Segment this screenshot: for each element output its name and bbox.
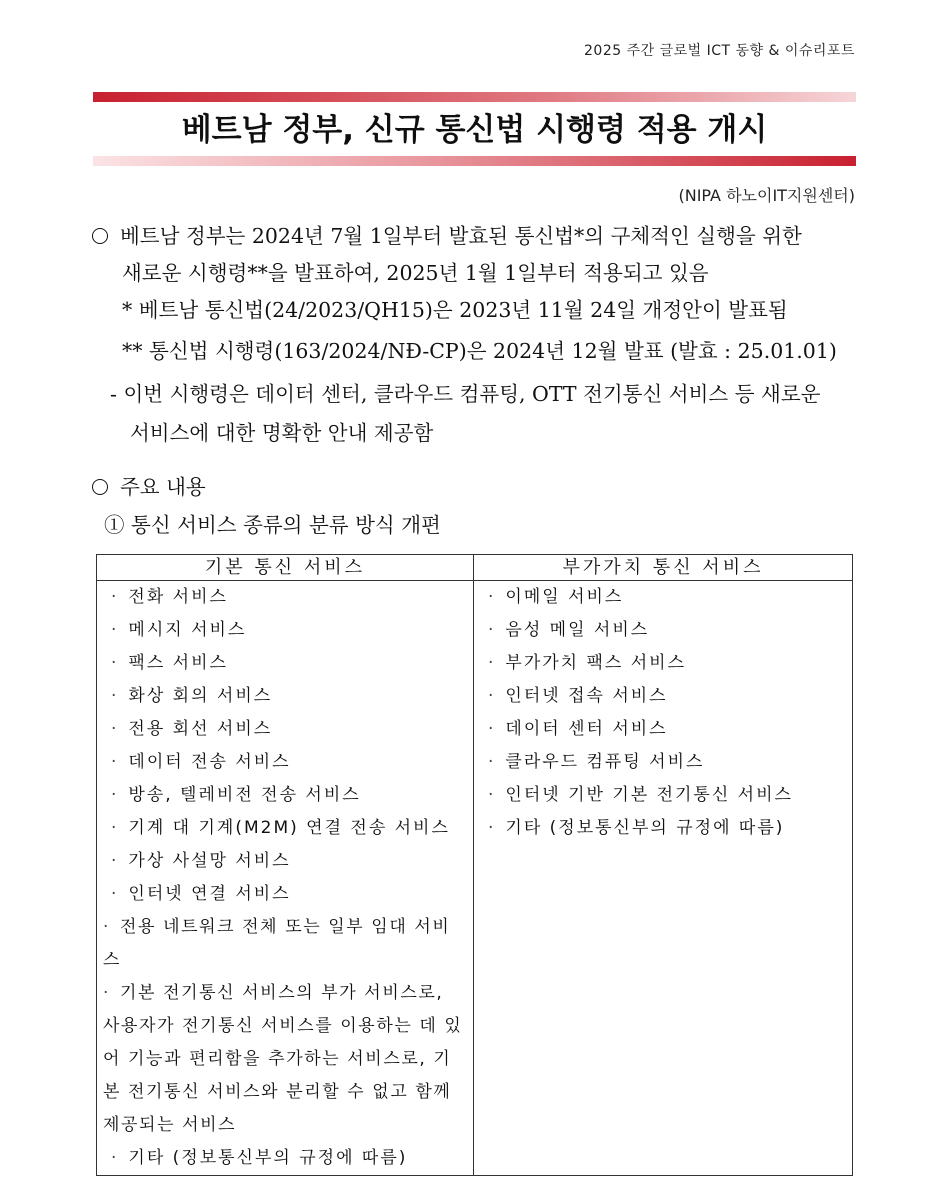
bullet-dot-icon: · (103, 983, 111, 1003)
sub-point-line-2: 서비스에 대한 명확한 안내 제공함 (130, 421, 434, 445)
bullet-dot-icon: · (111, 686, 119, 706)
list-item-label: 데이터 센터 서비스 (505, 719, 668, 739)
list-item-label: 화상 회의 서비스 (128, 686, 273, 706)
list-item-label: 인터넷 접속 서비스 (505, 686, 668, 706)
list-item (103, 614, 467, 647)
document-title: 베트남 정부, 신규 통신법 시행령 적용 개시 (181, 112, 768, 148)
table-header-row (97, 555, 853, 581)
list-item (103, 713, 467, 746)
list-item-label: 메시지 서비스 (128, 620, 247, 640)
list-item-label: 기타 (정보통신부의 규정에 따름) (128, 1148, 408, 1168)
list-item-label: 이메일 서비스 (505, 587, 624, 607)
bullet-dot-icon: · (103, 917, 111, 937)
list-item-label: 기타 (정보통신부의 규정에 따름) (505, 818, 785, 838)
list-item-label: 부가가치 팩스 서비스 (505, 653, 687, 673)
list-item-label: 팩스 서비스 (128, 653, 228, 673)
list-item (480, 647, 846, 680)
list-item-label: 가상 사설망 서비스 (128, 851, 291, 871)
source-label: (NIPA 하노이IT지원센터) (678, 186, 855, 205)
list-item (103, 647, 467, 680)
section-heading (92, 472, 206, 502)
list-item-label: 인터넷 기반 기본 전기통신 서비스 (505, 785, 793, 805)
bullet-dot-icon: · (488, 818, 496, 838)
bullet-dot-icon: · (111, 785, 119, 805)
bullet-dot-icon: · (488, 785, 496, 805)
bullet-dot-icon: · (111, 818, 119, 838)
bullet-dot-icon: · (488, 752, 496, 772)
circle-bullet-icon (92, 479, 108, 495)
bullet-dot-icon: · (111, 1148, 119, 1168)
list-item-label: 방송, 텔레비전 전송 서비스 (128, 785, 361, 805)
bullet-dot-icon: · (111, 719, 119, 739)
bullet-dot-icon: · (111, 851, 119, 871)
circle-bullet-icon (92, 228, 108, 244)
list-item (103, 812, 467, 845)
list-item-label: 기계 대 기계(M2M) 연결 전송 서비스 (128, 818, 450, 838)
list-item-label: 음성 메일 서비스 (505, 620, 650, 640)
table-body-row (97, 581, 853, 1176)
footnote-1: * 베트남 통신법(24/2023/QH15)은 2023년 11월 24일 개정안이 발표됨 (122, 298, 788, 322)
service-classification-table (96, 554, 853, 1176)
list-item-label: 전화 서비스 (128, 587, 228, 607)
value-added-services-cell (474, 581, 853, 1176)
list-item-label: 전용 네트워크 전체 또는 일부 임대 서비스 (103, 917, 451, 970)
list-item (480, 746, 846, 779)
list-item (103, 845, 467, 878)
bullet-dot-icon: · (488, 587, 496, 607)
bullet-dot-icon: · (488, 653, 496, 673)
sub-heading: ① 통신 서비스 종류의 분류 방식 개편 (104, 513, 441, 537)
title-band-top (93, 92, 856, 102)
list-item-label: 기본 전기통신 서비스의 부가 서비스로, 사용자가 전기통신 서비스를 이용하는 데 있어 기능과 편리함을 추가하는 서비스로, 기본 전기통신 서비스와 분리할 수 없고 함께 제공되는 서비스 (103, 983, 463, 1135)
sub-point-line-1: - 이번 시행령은 데이터 센터, 클라우드 컴퓨팅, OTT 전기통신 서비스 등 새로운 (110, 382, 821, 406)
bullet-dot-icon: · (111, 620, 119, 640)
footnote-2: ** 통신법 시행령(163/2024/NĐ-CP)은 2024년 12월 발표 (발효 : 25.01.01) (122, 339, 837, 363)
column-header-value-added: 부가가치 통신 서비스 (474, 555, 853, 581)
bullet-dot-icon: · (111, 587, 119, 607)
list-item (480, 614, 846, 647)
paragraph-1-text-1: 베트남 정부는 2024년 7월 1일부터 발효된 통신법*의 구체적인 실행을 위한 (120, 224, 802, 248)
list-item-label: 인터넷 연결 서비스 (128, 884, 291, 904)
section-heading-text: 주요 내용 (120, 475, 206, 499)
list-item (103, 779, 467, 812)
column-header-basic: 기본 통신 서비스 (97, 555, 474, 581)
list-item (103, 746, 467, 779)
bullet-dot-icon: · (111, 653, 119, 673)
list-item (480, 779, 846, 812)
report-header-label: 2025 주간 글로벌 ICT 동향 & 이슈리포트 (584, 43, 855, 59)
list-item (480, 581, 846, 614)
title-band-bottom (93, 156, 856, 166)
list-item (103, 581, 467, 614)
list-item-label: 데이터 전송 서비스 (128, 752, 291, 772)
list-item (103, 680, 467, 713)
list-item (480, 680, 846, 713)
paragraph-1-line-2: 새로운 시행령**을 발표하여, 2025년 1월 1일부터 적용되고 있음 (122, 261, 709, 285)
bullet-dot-icon: · (111, 752, 119, 772)
list-item-label: 클라우드 컴퓨팅 서비스 (505, 752, 705, 772)
list-item (103, 977, 467, 1142)
paragraph-1-line-1 (92, 221, 802, 251)
list-item-label: 전용 회선 서비스 (128, 719, 273, 739)
list-item (103, 878, 467, 911)
list-item (103, 911, 467, 977)
basic-services-cell (97, 581, 474, 1176)
bullet-dot-icon: · (488, 686, 496, 706)
list-item (480, 812, 846, 845)
bullet-dot-icon: · (111, 884, 119, 904)
list-item (103, 1142, 467, 1175)
bullet-dot-icon: · (488, 620, 496, 640)
bullet-dot-icon: · (488, 719, 496, 739)
list-item (480, 713, 846, 746)
